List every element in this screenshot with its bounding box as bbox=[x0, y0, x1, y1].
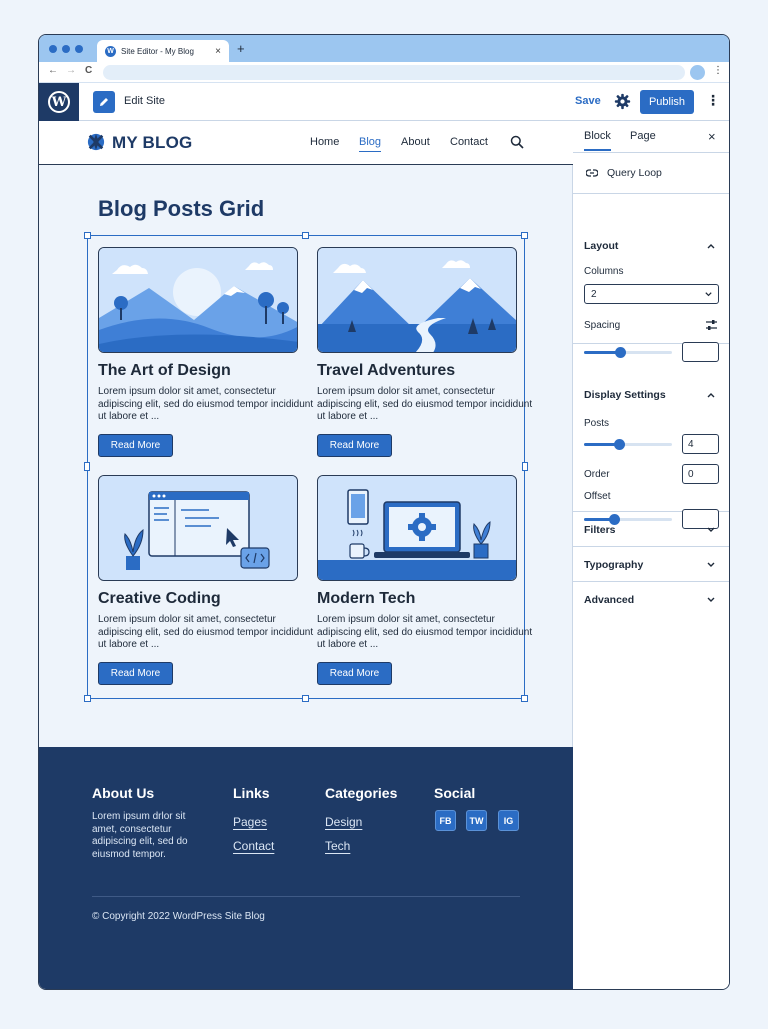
post-title[interactable]: Modern Tech bbox=[317, 590, 416, 607]
browser-menu-icon[interactable]: ⋮ bbox=[713, 65, 723, 76]
back-icon[interactable]: ← bbox=[48, 65, 58, 76]
nav-about[interactable]: About bbox=[401, 136, 430, 148]
typography-heading: Typography bbox=[584, 559, 644, 571]
layout-panel-heading[interactable]: Layout bbox=[584, 240, 619, 252]
close-sidebar-icon[interactable]: × bbox=[708, 129, 716, 144]
columns-select[interactable] bbox=[584, 284, 719, 304]
columns-label: Columns bbox=[584, 266, 624, 277]
post-card bbox=[317, 247, 533, 457]
chevron-down-icon bbox=[706, 595, 716, 605]
save-button[interactable]: Save bbox=[575, 95, 601, 107]
post-thumbnail[interactable] bbox=[317, 475, 517, 581]
read-more-button[interactable]: Read More bbox=[317, 662, 392, 685]
footer-link-contact[interactable]: Contact bbox=[233, 839, 275, 853]
profile-avatar[interactable] bbox=[690, 65, 705, 80]
code-window-icon bbox=[99, 476, 298, 581]
facebook-icon[interactable]: FB bbox=[435, 810, 456, 831]
tab-page[interactable]: Page bbox=[630, 130, 656, 142]
resize-handle-left[interactable] bbox=[84, 462, 90, 471]
site-logo-icon[interactable] bbox=[87, 133, 105, 151]
filters-heading: Filters bbox=[584, 524, 616, 536]
resize-handle-bottom[interactable] bbox=[302, 695, 309, 702]
chevron-up-icon[interactable] bbox=[706, 241, 716, 251]
footer-about-text: Lorem ipsum drlor sit amet, consectetur adipiscing elit, sed do eiusmod tempor. bbox=[92, 811, 188, 860]
new-tab-button[interactable]: + bbox=[237, 41, 245, 56]
post-card bbox=[98, 247, 314, 457]
landscape-mountains-icon bbox=[99, 248, 298, 353]
edit-site-label: Edit Site bbox=[124, 95, 165, 107]
resize-handle-top[interactable] bbox=[302, 232, 309, 239]
post-thumbnail[interactable] bbox=[98, 247, 298, 353]
instagram-icon[interactable]: IG bbox=[498, 810, 519, 831]
post-excerpt: Lorem ipsum dolor sit amet, consectetur adipiscing elit, sed do eiusmod tempor incididunt ut labore et ... bbox=[98, 386, 314, 422]
order-input[interactable]: 0 bbox=[682, 464, 719, 484]
chevron-down-icon bbox=[706, 560, 716, 570]
resize-handle-top-right[interactable] bbox=[521, 232, 528, 239]
chevron-down-icon bbox=[704, 290, 713, 299]
twitter-icon[interactable]: TW bbox=[466, 810, 487, 831]
block-card bbox=[573, 153, 730, 194]
wordpress-logo-icon: W bbox=[48, 91, 70, 113]
resize-handle-bottom-left[interactable] bbox=[84, 695, 91, 702]
more-options-icon[interactable]: ⋮ bbox=[706, 92, 720, 108]
read-more-button[interactable]: Read More bbox=[317, 434, 392, 457]
mountains-road-icon bbox=[318, 248, 517, 353]
post-excerpt: Lorem ipsum dolor sit amet, consectetur adipiscing elit, sed do eiusmod tempor incididunt ut labore et ... bbox=[317, 614, 533, 650]
filters-panel[interactable] bbox=[573, 512, 730, 547]
read-more-button[interactable]: Read More bbox=[98, 434, 173, 457]
footer-categories-heading: Categories bbox=[325, 785, 398, 801]
settings-sidebar bbox=[573, 121, 730, 990]
slider-knob[interactable] bbox=[614, 439, 625, 450]
post-title[interactable]: Creative Coding bbox=[98, 590, 221, 607]
post-thumbnail[interactable] bbox=[317, 247, 517, 353]
editor-toolbar bbox=[39, 83, 729, 121]
advanced-heading: Advanced bbox=[584, 594, 635, 606]
site-title[interactable]: MY BLOG bbox=[112, 133, 193, 152]
footer-divider bbox=[92, 896, 520, 897]
editor-canvas bbox=[39, 121, 573, 990]
footer-copyright: © Copyright 2022 WordPress Site Blog bbox=[92, 911, 265, 922]
page-title[interactable]: Blog Posts Grid bbox=[98, 196, 265, 221]
resize-handle-right[interactable] bbox=[522, 462, 528, 471]
footer-social-heading: Social bbox=[434, 785, 476, 801]
wordpress-favicon-icon: W bbox=[105, 46, 116, 57]
search-icon[interactable] bbox=[510, 135, 524, 149]
tab-title: Site Editor - My Blog bbox=[121, 47, 194, 56]
window-minimize-dot[interactable] bbox=[62, 45, 70, 53]
nav-home[interactable]: Home bbox=[310, 136, 340, 148]
pencil-icon bbox=[98, 96, 110, 108]
tab-block[interactable]: Block bbox=[584, 130, 611, 151]
footer-links-heading: Links bbox=[233, 785, 270, 801]
read-more-button[interactable]: Read More bbox=[98, 662, 173, 685]
browser-tab[interactable] bbox=[97, 40, 229, 63]
settings-gear-icon[interactable] bbox=[614, 93, 631, 110]
offset-label: Offset bbox=[584, 491, 611, 502]
laptop-gear-icon bbox=[318, 476, 517, 581]
nav-blog[interactable]: Blog bbox=[359, 136, 381, 152]
columns-value: 2 bbox=[591, 289, 597, 300]
posts-input[interactable]: 4 bbox=[682, 434, 719, 454]
footer-category-design[interactable]: Design bbox=[325, 815, 363, 829]
footer-link-pages[interactable]: Pages bbox=[233, 815, 268, 829]
publish-button[interactable]: Publish bbox=[640, 90, 694, 114]
display-settings-heading[interactable]: Display Settings bbox=[584, 389, 666, 401]
footer-category-tech[interactable]: Tech bbox=[325, 839, 351, 853]
advanced-panel[interactable] bbox=[573, 582, 730, 617]
footer-about-heading: About Us bbox=[92, 785, 155, 801]
post-title[interactable]: Travel Adventures bbox=[317, 362, 456, 379]
site-footer bbox=[39, 747, 573, 990]
typography-panel[interactable] bbox=[573, 547, 730, 582]
loop-link-icon bbox=[586, 168, 598, 178]
chevron-up-icon[interactable] bbox=[706, 390, 716, 400]
posts-slider[interactable] bbox=[584, 443, 672, 446]
window-close-dot[interactable] bbox=[49, 45, 57, 53]
order-label: Order bbox=[584, 469, 610, 480]
site-header bbox=[39, 121, 573, 165]
post-card bbox=[98, 475, 314, 685]
spacing-label: Spacing bbox=[584, 320, 621, 331]
window-maximize-dot[interactable] bbox=[75, 45, 83, 53]
nav-contact[interactable]: Contact bbox=[450, 136, 488, 148]
posts-label: Posts bbox=[584, 418, 610, 429]
tab-close-icon[interactable]: × bbox=[215, 46, 221, 57]
wordpress-logo-button[interactable] bbox=[39, 83, 79, 121]
post-card bbox=[317, 475, 533, 685]
browser-window bbox=[38, 34, 730, 990]
post-title[interactable]: The Art of Design bbox=[98, 362, 231, 379]
browser-tab-bar bbox=[39, 35, 729, 62]
resize-handle-top-left[interactable] bbox=[84, 232, 91, 239]
sidebar-tabs bbox=[573, 121, 730, 153]
reload-icon[interactable]: C bbox=[85, 65, 93, 76]
post-thumbnail[interactable] bbox=[98, 475, 298, 581]
edit-pencil-button[interactable] bbox=[93, 91, 115, 113]
post-excerpt: Lorem ipsum dolor sit amet, consectetur adipiscing elit, sed do eiusmod tempor incididunt ut labore et ... bbox=[98, 614, 314, 650]
resize-handle-bottom-right[interactable] bbox=[521, 695, 528, 702]
url-input[interactable] bbox=[103, 65, 685, 80]
address-bar-row bbox=[39, 62, 729, 83]
forward-icon[interactable]: → bbox=[66, 65, 76, 76]
chevron-down-icon bbox=[706, 525, 716, 535]
block-name: Query Loop bbox=[607, 167, 662, 179]
spacing-settings-icon[interactable] bbox=[705, 319, 718, 331]
post-excerpt: Lorem ipsum dolor sit amet, consectetur adipiscing elit, sed do eiusmod tempor incididunt ut labore et ... bbox=[317, 386, 533, 422]
